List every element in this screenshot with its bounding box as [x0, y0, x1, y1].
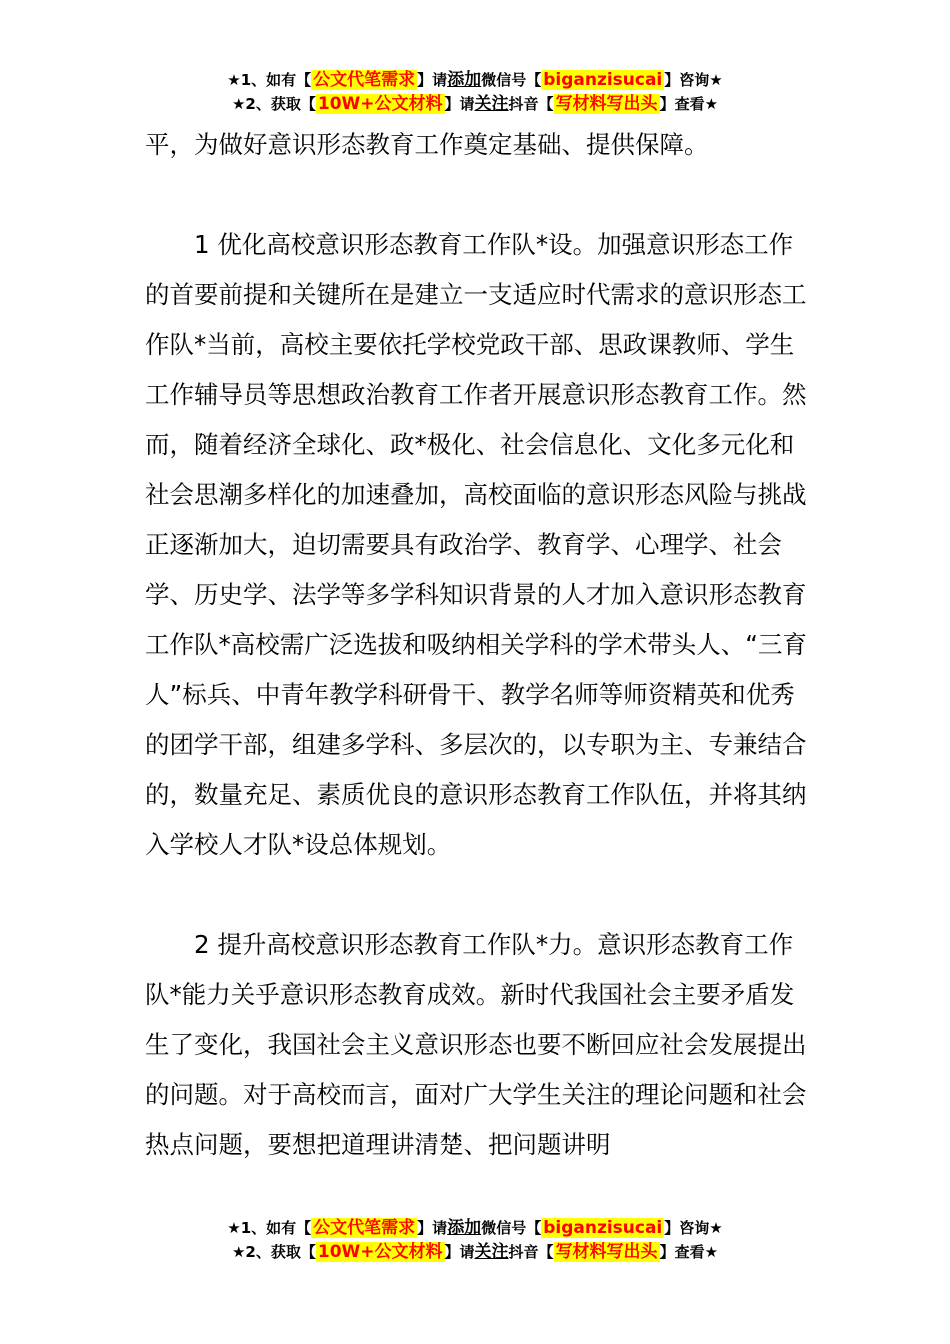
paragraph-gap	[145, 870, 815, 920]
header-banner	[0, 68, 950, 116]
highlight-douyin: 写材料写出头	[555, 1242, 658, 1262]
banner-text: 微信号【	[481, 1219, 542, 1237]
banner-emphasis: 关注	[474, 1242, 509, 1262]
banner-text: 抖音【	[508, 95, 554, 113]
banner-text: 微信号【	[481, 71, 542, 89]
banner-text: 】查看★	[659, 1243, 719, 1261]
banner-text: 】咨询★	[664, 71, 723, 89]
highlight-service: 公文代笔需求	[313, 70, 416, 90]
banner-text: 】请	[444, 1243, 475, 1261]
banner-text: ★2、获取【	[231, 95, 316, 113]
banner-line-1	[0, 68, 950, 92]
banner-line-2	[0, 92, 950, 116]
banner-emphasis: 添加	[447, 70, 482, 90]
highlight-service: 公文代笔需求	[313, 1218, 416, 1238]
banner-text: 】请	[417, 71, 448, 89]
highlight-materials: 10W+公文材料	[317, 1242, 443, 1262]
banner-emphasis: 添加	[447, 1218, 482, 1238]
banner-text: 】请	[444, 95, 475, 113]
paragraph-gap	[145, 170, 815, 220]
paragraph-1: 1 优化高校意识形态教育工作队*设。加强意识形态工作的首要前提和关键所在是建立一支适应时代需求的意识形态工作队*当前，高校主要依托学校党政干部、思政课教师、学生工作辅导员等思想政治教育工作者开展意识形态教育工作。然而，随着经济全球化、政*极化、社会信息化、文化多元化和社会思潮多样化的加速叠加，高校面临的意识形态风险与挑战正逐渐加大，迫切需要具有政治学、教育学、心理学、社会学、历史学、法学等多学科知识背景的人才加入意识形态教育工作队*高校需广泛选拔和吸纳相关学科的学术带头人、“三育人”标兵、中青年教学科研骨干、教学名师等师资精英和优秀的团学干部，组建多学科、多层次的，以专职为主、专兼结合的，数量充足、素质优良的意识形态教育工作队伍，并将其纳入学校人才队*设总体规划。	[145, 230, 807, 859]
banner-line-2	[0, 1240, 950, 1264]
banner-text: ★1、如有【	[227, 71, 312, 89]
banner-text: 】请	[417, 1219, 448, 1237]
highlight-douyin: 写材料写出头	[555, 94, 658, 114]
banner-line-1	[0, 1216, 950, 1240]
banner-emphasis: 关注	[474, 94, 509, 114]
banner-text: 】查看★	[659, 95, 719, 113]
banner-text: 抖音【	[508, 1243, 554, 1261]
banner-text: ★1、如有【	[227, 1219, 312, 1237]
banner-text: 】咨询★	[664, 1219, 723, 1237]
highlight-wechat-id: biganzisucai	[543, 70, 663, 90]
highlight-wechat-id: biganzisucai	[543, 1218, 663, 1238]
footer-banner	[0, 1216, 950, 1264]
intro-line: 平，为做好意识形态教育工作奠定基础、提供保障。	[145, 130, 709, 159]
banner-text: ★2、获取【	[231, 1243, 316, 1261]
paragraph-2: 2 提升高校意识形态教育工作队*力。意识形态教育工作队*能力关乎意识形态教育成效。新时代我国社会主要矛盾发生了变化，我国社会主义意识形态也要不断回应社会发展提出的问题。对于高校而言，面对广大学生关注的理论问题和社会热点问题，要想把道理讲清楚、把问题讲明	[145, 930, 807, 1159]
highlight-materials: 10W+公文材料	[317, 94, 443, 114]
document-body	[145, 120, 815, 1170]
